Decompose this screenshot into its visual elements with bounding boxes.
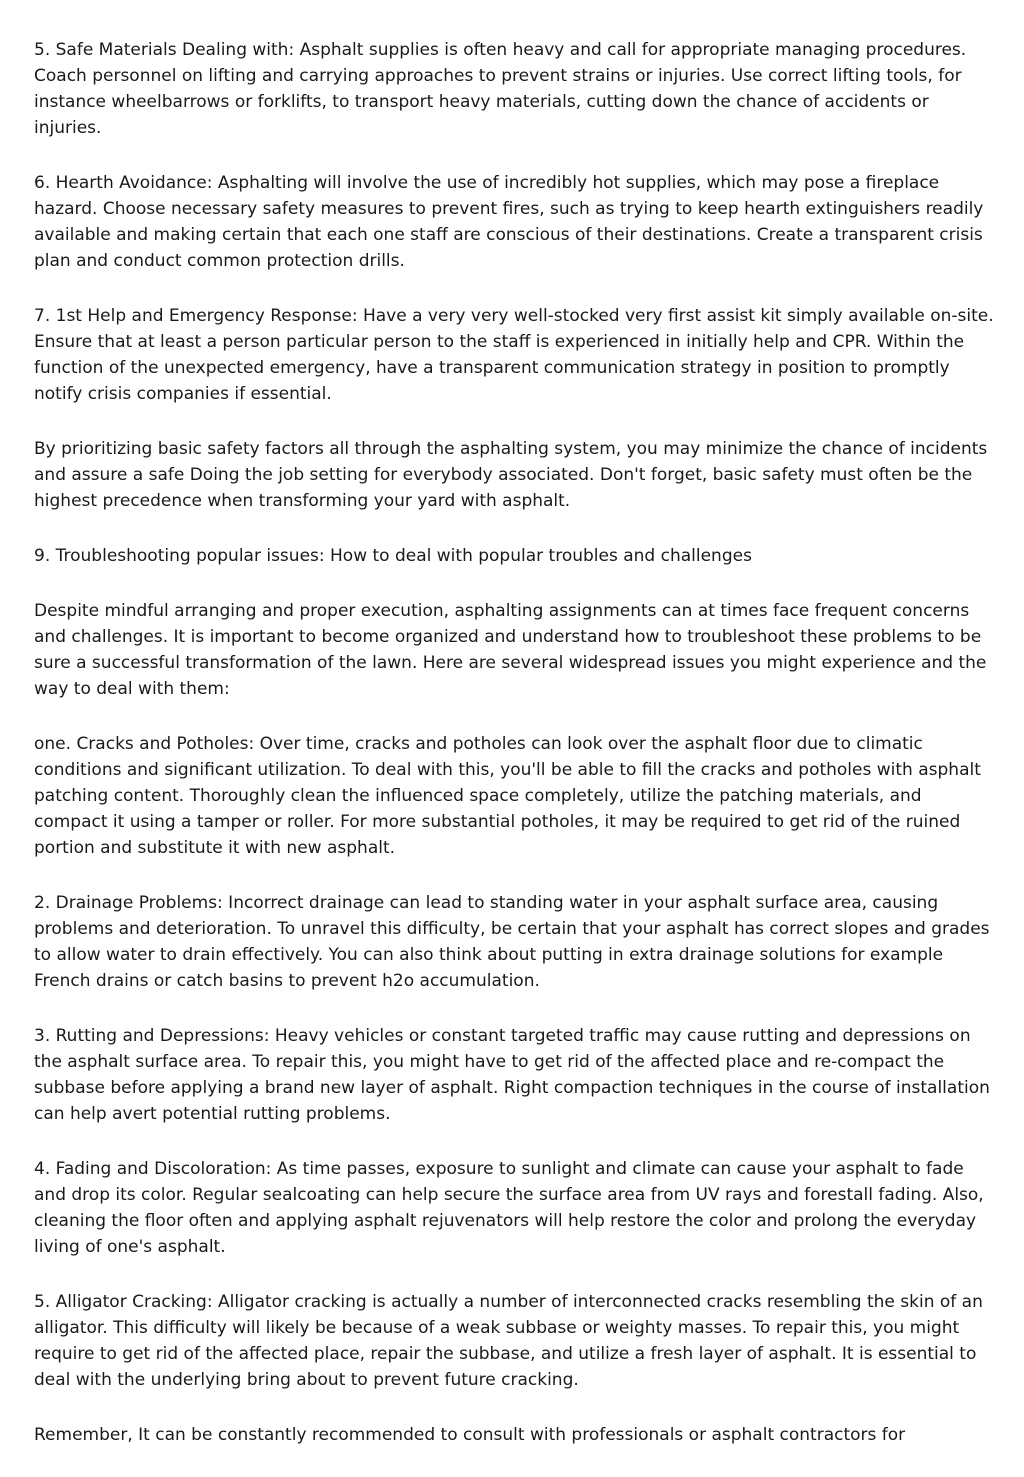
paragraph-drainage-problems: 2. Drainage Problems: Incorrect drainage can lead to standing water in your asphalt surface area, causing problems and deterioration. To unravel this difficulty, be certain that your asphalt has correct slopes and grades to allow water to drain effectively. You can also think about putting in extra drainage solutions for example French drains or catch basins to prevent h2o accumulation. xyxy=(34,893,990,991)
paragraph-fading-discoloration: 4. Fading and Discoloration: As time passes, exposure to sunlight and climate can cause your asphalt to fade and drop its color. Regular sealcoating can help secure the surface area from UV rays and forestall fading. Also, cleaning the floor often and applying asphalt rejuvenators will help restore the color and prolong the everyday living of one's asphalt. xyxy=(34,1159,984,1257)
document-body xyxy=(34,37,996,1477)
paragraph-alligator-cracking: 5. Alligator Cracking: Alligator cracking is actually a number of interconnected cracks resembling the skin of an alligator. This difficulty will likely be because of a weak subbase or weighty masses. To repair this, you might require to get rid of the affected place, repair the subbase, and utilize a fresh layer of asphalt. It is essential to deal with the underlying bring about to prevent future cracking. xyxy=(34,1292,983,1390)
paragraph-troubleshooting-intro: Despite mindful arranging and proper execution, asphalting assignments can at times face frequent concerns and challenges. It is important to become organized and understand how to troubleshoot these problems to be sure a successful transformation of the lawn. Here are several widespread issues you might experience and the way to deal with them: xyxy=(34,601,987,699)
paragraph-closing-remember: Remember, It can be constantly recommended to consult with professionals or asphalt contractors for xyxy=(34,1425,906,1445)
paragraph-rutting-depressions: 3. Rutting and Depressions: Heavy vehicles or constant targeted traffic may cause rutting and depressions on the asphalt surface area. To repair this, you might have to get rid of the affected place and re-compact the subbase before applying a brand new layer of asphalt. Right compaction techniques in the course of installation can help avert potential rutting problems. xyxy=(34,1026,990,1124)
paragraph-fire-avoidance: 6. Hearth Avoidance: Asphalting will involve the use of incredibly hot supplies, which may pose a fireplace hazard. Choose necessary safety measures to prevent fires, such as trying to keep hearth extinguishers readily available and making certain that each one staff are conscious of their destinations. Create a transparent crisis plan and conduct common protection drills. xyxy=(34,173,984,271)
paragraph-first-aid-emergency: 7. 1st Help and Emergency Response: Have a very very well-stocked very first assist kit simply available on-site. Ensure that at least a person particular person to the staff is experienced in initially help and CPR. Within the function of the unexpected emergency, have a transparent communication strategy in position to promptly notify crisis companies if essential. xyxy=(34,306,994,404)
paragraph-safety-summary: By prioritizing basic safety factors all through the asphalting system, you may minimize the chance of incidents and assure a safe Doing the job setting for everybody associated. Don't forget, basic safety must often be the highest precedence when transforming your yard with asphalt. xyxy=(34,439,988,511)
section-heading-troubleshooting: 9. Troubleshooting popular issues: How to deal with popular troubles and challenges xyxy=(34,546,752,566)
paragraph-safe-materials-handling: 5. Safe Materials Dealing with: Asphalt supplies is often heavy and call for appropriate managing procedures. Coach personnel on lifting and carrying approaches to prevent strains or injuries. Use correct lifting tools, for instance wheelbarrows or forklifts, to transport heavy materials, cutting down the chance of accidents or injuries. xyxy=(34,40,967,138)
paragraph-cracks-potholes: one. Cracks and Potholes: Over time, cracks and potholes can look over the asphalt floor due to climatic conditions and significant utilization. To deal with this, you'll be able to fill the cracks and potholes with asphalt patching content. Thoroughly clean the influenced space completely, utilize the patching materials, and compact it using a tamper or roller. For more substantial potholes, it may be required to get rid of the ruined portion and substitute it with new asphalt. xyxy=(34,734,981,858)
